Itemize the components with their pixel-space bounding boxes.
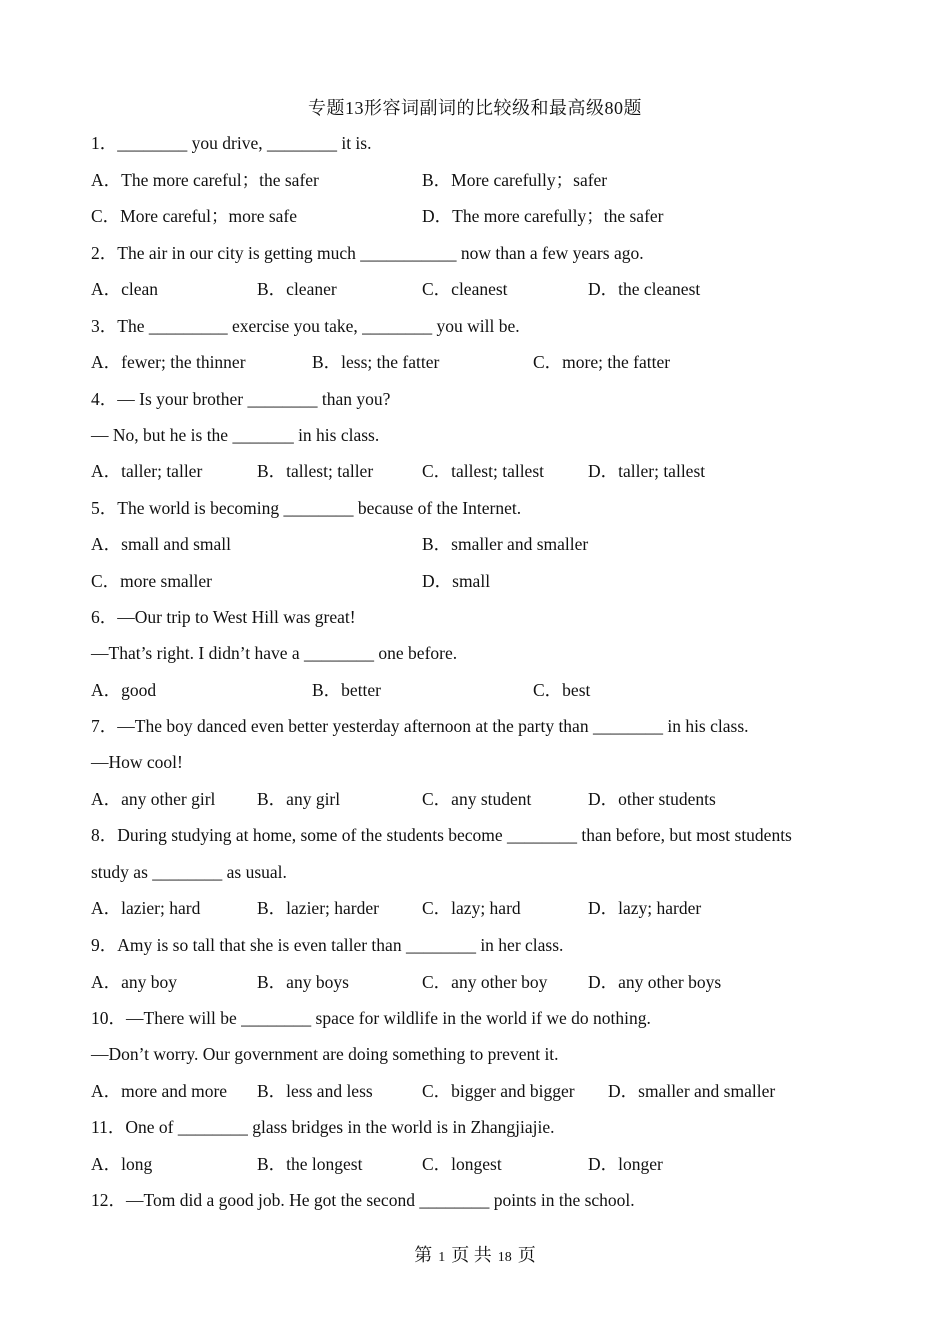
question-4-option-b: B．tallest; taller [257, 461, 374, 481]
question-8-option-a: A．lazier; hard [91, 898, 201, 918]
question-1-stem: 1．________ you drive, ________ it is. [91, 133, 372, 153]
question-5-option-a: A．small and small [91, 534, 231, 554]
question-9-option-b: B．any boys [257, 972, 349, 992]
question-3-option-b: B．less; the fatter [312, 352, 440, 372]
question-2-option-a: A．clean [91, 279, 159, 299]
question-7-option-b: B．any girl [257, 789, 341, 809]
question-10-stem-line-2: —Don’t worry. Our government are doing something to prevent it. [91, 1044, 559, 1064]
question-3-option-c: C．more; the fatter [533, 352, 671, 372]
question-11-stem: 11．One of ________ glass bridges in the world is in Zhangjiajie. [91, 1117, 555, 1137]
footer-total-pages: 18 [497, 1250, 512, 1265]
question-1-option-c: C．More careful；more safe [91, 206, 298, 226]
question-10-option-b: B．less and less [257, 1081, 373, 1101]
question-2-option-d: D．the cleanest [588, 279, 701, 299]
question-4-option-d: D．taller; tallest [588, 461, 706, 481]
question-11-option-a: A．long [91, 1154, 153, 1174]
question-7-stem-line-2: —How cool! [91, 752, 183, 772]
question-7-option-c: C．any student [422, 789, 532, 809]
question-5-option-c: C．more smaller [91, 571, 213, 591]
question-11-option-b: B．the longest [257, 1154, 363, 1174]
question-11-option-c: C．longest [422, 1154, 502, 1174]
question-4-stem-line-2: — No, but he is the _______ in his class. [91, 425, 380, 445]
question-6-option-b: B．better [312, 680, 382, 700]
question-8-stem-line-2: study as ________ as usual. [91, 862, 287, 882]
question-4-stem: 4．— Is your brother ________ than you? [91, 389, 391, 409]
question-11-option-d: D．longer [588, 1154, 663, 1174]
question-3-option-a: A．fewer; the thinner [91, 352, 246, 372]
question-10-option-c: C．bigger and bigger [422, 1081, 575, 1101]
question-5-stem: 5．The world is becoming ________ because of the Internet. [91, 498, 522, 518]
question-1-option-d: D．The more carefully；the safer [422, 206, 664, 226]
footer-mid: 页 共 [451, 1245, 492, 1265]
question-9-option-a: A．any boy [91, 972, 178, 992]
footer-page-number: 1 [438, 1250, 446, 1265]
question-10-option-d: D．smaller and smaller [608, 1081, 776, 1101]
question-3-stem: 3．The _________ exercise you take, ________ you will be. [91, 316, 520, 336]
question-1-option-b: B．More carefully；safer [422, 170, 608, 190]
question-8-stem: 8．During studying at home, some of the students become ________ than before, but most students [91, 825, 792, 845]
question-5-option-d: D．small [422, 571, 491, 591]
question-4-option-c: C．tallest; tallest [422, 461, 544, 481]
question-2-option-c: C．cleanest [422, 279, 508, 299]
question-2-option-b: B．cleaner [257, 279, 337, 299]
footer-prefix: 第 [414, 1245, 433, 1265]
question-4-option-a: A．taller; taller [91, 461, 203, 481]
question-7-option-d: D．other students [588, 789, 716, 809]
question-6-option-a: A．good [91, 680, 157, 700]
question-8-option-c: C．lazy; hard [422, 898, 521, 918]
question-8-option-b: B．lazier; harder [257, 898, 379, 918]
question-9-stem: 9．Amy is so tall that she is even taller than ________ in her class. [91, 935, 564, 955]
question-6-stem-line-2: —That’s right. I didn’t have a ________ one before. [91, 643, 458, 663]
question-7-stem: 7．—The boy danced even better yesterday afternoon at the party than ________ in his class. [91, 716, 749, 736]
question-7-option-a: A．any other girl [91, 789, 216, 809]
question-12-stem: 12．—Tom did a good job. He got the second ________ points in the school. [91, 1190, 635, 1210]
question-9-option-d: D．any other boys [588, 972, 722, 992]
question-9-option-c: C．any other boy [422, 972, 548, 992]
question-2-stem: 2．The air in our city is getting much ___________ now than a few years ago. [91, 243, 644, 263]
question-10-stem: 10．—There will be ________ space for wildlife in the world if we do nothing. [91, 1008, 651, 1028]
question-8-option-d: D．lazy; harder [588, 898, 702, 918]
page-title: 专题13形容词副词的比较级和最高级80题 [308, 98, 642, 118]
page-footer [0, 1241, 950, 1267]
question-5-option-b: B．smaller and smaller [422, 534, 589, 554]
footer-suffix: 页 [517, 1245, 536, 1265]
question-1-option-a: A．The more careful；the safer [91, 170, 319, 190]
question-6-option-c: C．best [533, 680, 591, 700]
question-6-stem: 6．—Our trip to West Hill was great! [91, 607, 356, 627]
question-10-option-a: A．more and more [91, 1081, 228, 1101]
